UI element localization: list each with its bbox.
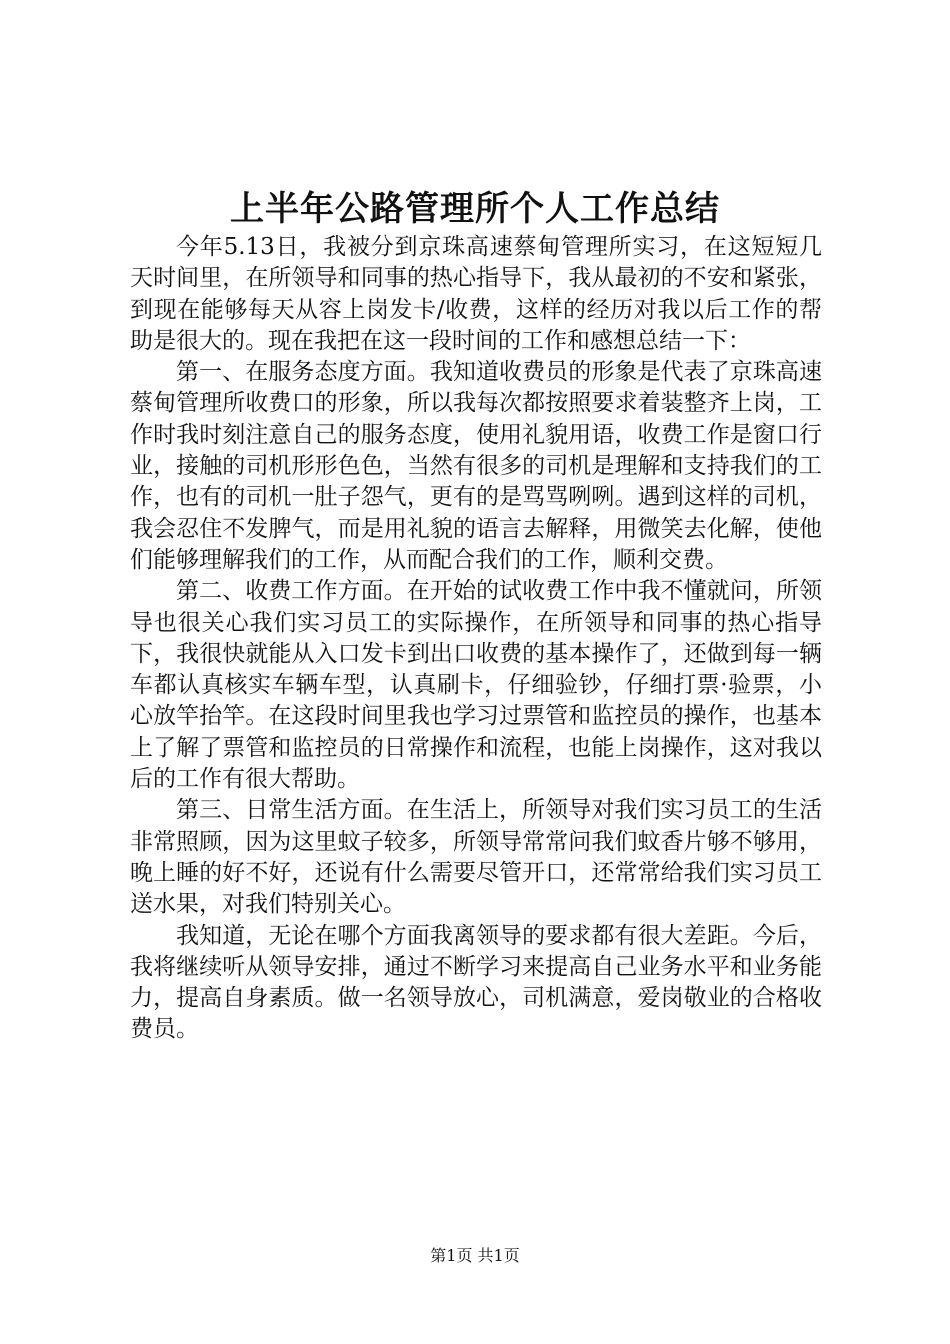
paragraph-daily-life: 第三、日常生活方面。在生活上，所领导对我们实习员工的生活非常照顾，因为这里蚊子较多，所领导常常问我们蚊香片够不够用，晚上睡的好不好，还说有什么需要尽管开口，还常常给我们实习员工送水果，对我们特别关心。 bbox=[130, 797, 822, 918]
paragraph-toll-work: 第二、收费工作方面。在开始的试收费工作中我不懂就问，所领导也很关心我们实习员工的实际操作，在所领导和同事的热心指导下，我很快就能从入口发卡到出口收费的基本操作了，还做到每一辆车都认真核实车辆车型，认真刷卡，仔细验钞，仔细打票·验票，小心放竿抬竿。在这段时间里我也学习过票管和监控员的操作，也基本上了解了票管和监控员的日常操作和流程，也能上岗操作，这对我以后的工作有很大帮助。 bbox=[130, 578, 822, 793]
document-body bbox=[130, 232, 822, 1046]
paragraph-service-attitude: 第一、在服务态度方面。我知道收费员的形象是代表了京珠高速蔡甸管理所收费口的形象，所以我每次都按照要求着装整齐上岗，工作时我时刻注意自己的服务态度，使用礼貌用语，收费工作是窗口行业，接触的司机形形色色，当然有很多的司机是理解和支持我们的工作，也有的司机一肚子怨气，更有的是骂骂咧咧。遇到这样的司机，我会忍住不发脾气，而是用礼貌的语言去解释，用微笑去化解，使他们能够理解我们的工作，从而配合我们的工作，顺利交费。 bbox=[130, 359, 822, 573]
document-title: 上半年公路管理所个人工作总结 bbox=[230, 189, 720, 229]
paragraph-conclusion: 我知道，无论在哪个方面我离领导的要求都有很大差距。今后，我将继续听从领导安排，通过不断学习来提高自己业务水平和业务能力，提高自身素质。做一名领导放心，司机满意，爱岗敬业的合格收费员。 bbox=[130, 922, 822, 1043]
page-footer: 第1页 共1页 bbox=[430, 1246, 520, 1265]
paragraph-intro: 今年5.13日，我被分到京珠高速蔡甸管理所实习，在这短短几天时间里，在所领导和同事的热心指导下，我从最初的不安和紧张，到现在能够每天从容上岗发卡/收费，这样的经历对我以后工作的帮助是很大的。现在我把在这一段时间的工作和感想总结一下： bbox=[130, 234, 822, 354]
